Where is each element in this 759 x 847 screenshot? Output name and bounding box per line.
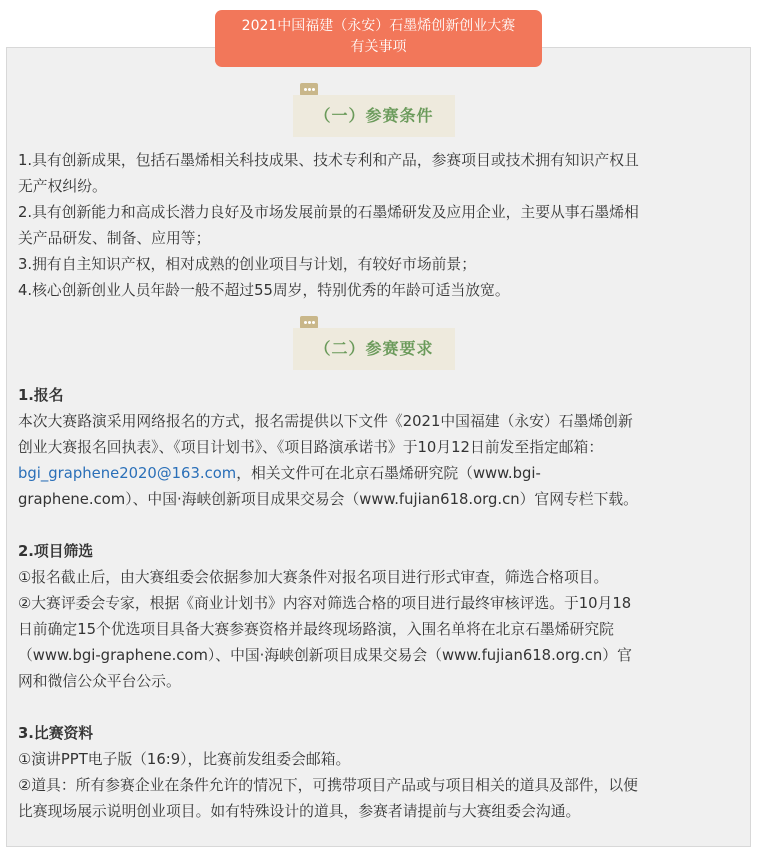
section-title-requirements: （二）参赛要求: [293, 328, 455, 370]
screening-line: 网和微信公众平台公示。: [18, 673, 181, 690]
materials-block: [18, 721, 742, 825]
screening-line: 日前确定15个优选项目具备大赛参赛资格并最终现场路演，入围名单将在北京石墨烯研究院: [18, 621, 614, 638]
registration-line: [18, 461, 742, 487]
materials-line: ②道具：所有参赛企业在条件允许的情况下，可携带项目产品或与项目相关的道具及部件，以便: [18, 777, 638, 794]
registration-line: 创业大赛报名回执表》、《项目计划书》、《项目路演承诺书》于10月12日前发至指定邮箱：: [18, 439, 604, 456]
screening-line: ①报名截止后，由大赛组委会依据参加大赛条件对报名项目进行形式审查，筛选合格项目。: [18, 569, 609, 586]
condition-line: 1.具有创新成果，包括石墨烯相关科技成果、技术专利和产品，参赛项目或技术拥有知识产权且: [18, 152, 639, 169]
registration-line: 本次大赛路演采用网络报名的方式，报名需提供以下文件《2021中国福建（永安）石墨烯创新: [18, 413, 633, 430]
email-link[interactable]: bgi_graphene2020@163.com: [18, 465, 237, 482]
screening-block: [18, 539, 742, 695]
screening-line: ②大赛评委会专家，根据《商业计划书》内容对筛选合格的项目进行最终审核评选。于10月18: [18, 595, 632, 612]
registration-line-rest: ，相关文件可在北京石墨烯研究院（www.bgi-: [236, 465, 541, 482]
section-title-conditions: （一）参赛条件: [293, 95, 455, 137]
header-title-line2: 有关事项: [350, 39, 407, 55]
condition-line: 2.具有创新能力和高成长潜力良好及市场发展前景的石墨烯研发及应用企业，主要从事石墨烯相: [18, 204, 639, 221]
materials-line: 比赛现场展示说明创业项目。如有特殊设计的道具，参赛者请提前与大赛组委会沟通。: [18, 803, 581, 820]
screening-heading: 2.项目筛选: [18, 543, 94, 560]
condition-line: 无产权纠纷。: [18, 178, 107, 195]
condition-line: 4.核心创新创业人员年龄一般不超过55周岁，特别优秀的年龄可适当放宽。: [18, 282, 510, 299]
registration-heading: 1.报名: [18, 387, 64, 404]
condition-line: 3.拥有自主知识产权，相对成熟的创业项目与计划，有较好市场前景；: [18, 256, 477, 273]
conditions-text: [18, 148, 742, 304]
screening-line: （www.bgi-graphene.com）、中国·海峡创新项目成果交易会（www.fujian618.org.cn）官: [18, 647, 632, 664]
registration-line: graphene.com）、中国·海峡创新项目成果交易会（www.fujian618.org.cn）官网专栏下载。: [18, 491, 638, 508]
header-title-line1: 2021中国福建（永安）石墨烯创新创业大赛: [241, 18, 516, 34]
page-header: [215, 10, 542, 67]
materials-heading: 3.比赛资料: [18, 725, 94, 742]
condition-line: 关产品研发、制备、应用等；: [18, 230, 211, 247]
materials-line: ①演讲PPT电子版（16:9），比赛前发组委会邮箱。: [18, 751, 351, 768]
registration-block: [18, 383, 742, 513]
